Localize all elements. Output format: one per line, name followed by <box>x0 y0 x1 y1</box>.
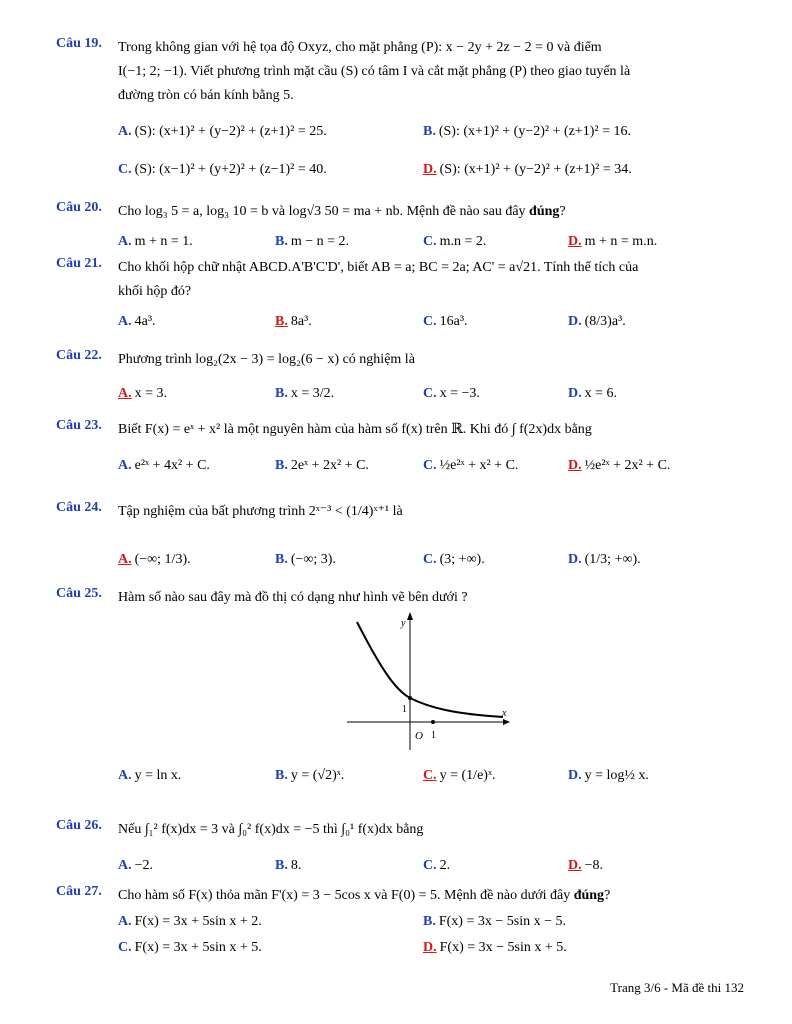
exponential-graph <box>345 612 510 752</box>
option-d[interactable]: D. (S): (x+1)² + (y−2)² + (z+1)² = 34. <box>423 162 632 177</box>
question-number: Câu 23. <box>56 418 102 433</box>
option-d[interactable]: D. ½e²ˣ + 2x² + C. <box>568 458 671 473</box>
option-d[interactable]: D. F(x) = 3x − 5sin x + 5. <box>423 940 567 955</box>
question-27 <box>56 884 744 908</box>
option-b[interactable]: B. (−∞; 3). <box>275 552 336 567</box>
question-number: Câu 20. <box>56 200 102 215</box>
option-b[interactable]: B. F(x) = 3x − 5sin x − 5. <box>423 914 566 929</box>
question-text: Trong không gian với hệ tọa độ Oxyz, cho mặt phẳng (P): x − 2y + 2z − 2 = 0 và điểm I(−1; 2; −1). Viết phương trình mặt cầu (S) có tâm I và cắt mặt phẳng (P) theo giao tuyến là đường tròn có bán kính bằng 5. <box>118 40 631 103</box>
question-number: Câu 26. <box>56 818 102 833</box>
question-19 <box>56 36 744 108</box>
option-d[interactable]: D. −8. <box>568 858 604 873</box>
option-d[interactable]: D. (1/3; +∞). <box>568 552 641 567</box>
question-21 <box>56 256 744 304</box>
question-text: Biết F(x) = eˣ + x² là một nguyên hàm của hàm số f(x) trên ℝ. Khi đó ∫ f(2x)dx bằng <box>118 422 592 437</box>
option-d[interactable]: D. m + n = m.n. <box>568 234 658 249</box>
question-25 <box>56 586 744 610</box>
option-c[interactable]: C. y = (1/e)ˣ. <box>423 768 496 783</box>
option-c[interactable]: C. F(x) = 3x + 5sin x + 5. <box>118 940 262 955</box>
option-b[interactable]: B. m − n = 2. <box>275 234 350 249</box>
option-c[interactable]: C. ½e²ˣ + x² + C. <box>423 458 519 473</box>
question-text: Nếu ∫₁² f(x)dx = 3 và ∫₀² f(x)dx = −5 thì ∫₀¹ f(x)dx bằng <box>118 822 424 837</box>
options-27b <box>118 934 792 962</box>
question-20 <box>56 200 744 224</box>
option-c[interactable]: C. 2. <box>423 858 451 873</box>
options-25 <box>118 762 792 790</box>
x-tick-1: 1 <box>431 730 436 741</box>
option-a[interactable]: A. x = 3. <box>118 386 168 401</box>
question-number: Câu 21. <box>56 256 102 271</box>
option-c[interactable]: C. m.n = 2. <box>423 234 487 249</box>
curve <box>357 622 503 717</box>
option-b[interactable]: B. x = 3/2. <box>275 386 335 401</box>
question-text: Cho khối hộp chữ nhật ABCD.A'B'C'D', biết AB = a; BC = 2a; AC' = a√21. Tính thể tích của khối hộp đó? <box>118 260 639 299</box>
option-a[interactable]: A. (S): (x+1)² + (y−2)² + (z+1)² = 25. <box>118 124 327 139</box>
option-a[interactable]: A. m + n = 1. <box>118 234 193 249</box>
options-24 <box>118 546 792 574</box>
question-number: Câu 25. <box>56 586 102 601</box>
question-text: Tập nghiệm của bất phương trình 2ˣ⁻³ < (1/4)ˣ⁺¹ là <box>118 504 403 519</box>
options-21 <box>118 308 792 336</box>
option-d[interactable]: D. (8/3)a³. <box>568 314 626 329</box>
question-text: Hàm số nào sau đây mà đồ thị có dạng như hình vẽ bên dưới ? <box>118 590 468 605</box>
options-19 <box>118 118 792 146</box>
point-0-1 <box>408 696 412 700</box>
question-number: Câu 24. <box>56 500 102 515</box>
question-text: Phương trình log₂(2x − 3) = log₂(6 − x) có nghiệm là <box>118 352 415 367</box>
option-a[interactable]: A. F(x) = 3x + 5sin x + 2. <box>118 914 262 929</box>
y-tick-1: 1 <box>402 704 407 715</box>
options-23 <box>118 452 792 480</box>
option-c[interactable]: C. x = −3. <box>423 386 480 401</box>
y-axis-arrow <box>407 612 413 620</box>
question-number: Câu 19. <box>56 36 102 51</box>
question-26 <box>56 818 744 842</box>
question-24 <box>56 500 744 524</box>
option-b[interactable]: B. 8a³. <box>275 314 312 329</box>
option-b[interactable]: B. y = (√2)ˣ. <box>275 768 345 783</box>
option-b[interactable]: B. 8. <box>275 858 302 873</box>
option-a[interactable]: A. 4a³. <box>118 314 156 329</box>
point-1-0 <box>431 720 435 724</box>
page-footer: Trang 3/6 - Mã đề thi 132 <box>610 980 744 995</box>
option-c[interactable]: C. 16a³. <box>423 314 468 329</box>
y-label: y <box>401 618 406 629</box>
option-a[interactable]: A. y = ln x. <box>118 768 182 783</box>
options-20 <box>118 228 792 256</box>
question-number: Câu 27. <box>56 884 102 899</box>
options-22 <box>118 380 792 408</box>
option-a[interactable]: A. −2. <box>118 858 154 873</box>
question-23 <box>56 418 744 442</box>
question-22 <box>56 348 744 372</box>
option-d[interactable]: D. x = 6. <box>568 386 618 401</box>
x-axis-arrow <box>503 719 510 725</box>
x-label: x <box>502 708 507 719</box>
option-d[interactable]: D. y = log½ x. <box>568 768 649 783</box>
option-c[interactable]: C. (3; +∞). <box>423 552 485 567</box>
question-text: Cho hàm số F(x) thỏa mãn F'(x) = 3 − 5cos x và F(0) = 5. Mệnh đề nào dưới đây đúng? <box>118 888 611 903</box>
options-26 <box>118 852 792 880</box>
option-a[interactable]: A. (−∞; 1/3). <box>118 552 191 567</box>
option-b[interactable]: B. (S): (x+1)² + (y−2)² + (z+1)² = 16. <box>423 124 631 139</box>
question-text: Cho log₃ 5 = a, log₃ 10 = b và log√3 50 = ma + nb. Mệnh đề nào sau đây đúng? <box>118 204 566 219</box>
options-27 <box>118 908 792 936</box>
question-number: Câu 22. <box>56 348 102 363</box>
option-b[interactable]: B. 2eˣ + 2x² + C. <box>275 458 369 473</box>
origin-label: O <box>415 730 423 742</box>
options-19b <box>118 156 792 184</box>
option-c[interactable]: C. (S): (x−1)² + (y+2)² + (z−1)² = 40. <box>118 162 327 177</box>
option-a[interactable]: A. e²ˣ + 4x² + C. <box>118 458 210 473</box>
